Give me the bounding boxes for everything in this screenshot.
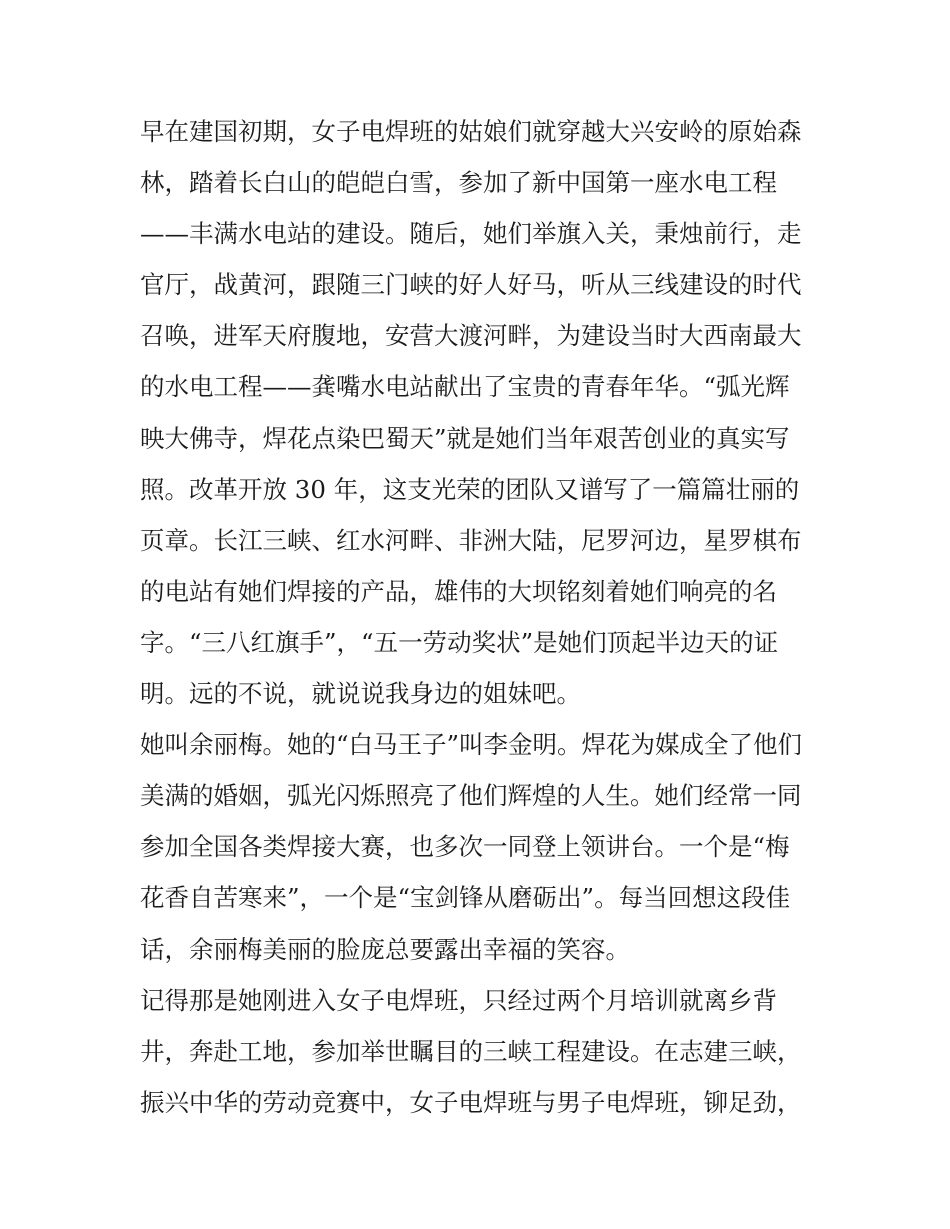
text-line: 早在建国初期，女子电焊班的姑娘们就穿越大兴安岭的原始森 [140,117,802,146]
paragraph-2 [140,719,820,974]
text-line: 记得那是她刚进入女子电焊班，只经过两个月培训就离乡背 [140,985,777,1015]
text-line: 美满的婚姻，弧光闪烁照亮了他们辉煌的人生。她们经常一同 [140,781,802,811]
text-line: 井，奔赴工地，参加举世瞩目的三峡工程建设。在志建三峡， [140,1036,802,1066]
text-line: 花香自苦寒来”，一个是“宝剑锋从磨砺出”。每当回想这段佳 [140,883,791,913]
text-line: 照。改革开放 30 年，这支光荣的团队又谱写了一篇篇壮丽的 [140,474,800,504]
paragraph-1 [140,106,820,719]
text-line: 林，踏着长白山的皑皑白雪，参加了新中国第一座水电工程 [140,168,777,198]
text-line: 话，余丽梅美丽的脸庞总要露出幸福的笑容。 [140,934,630,964]
paragraph-3 [140,975,820,1128]
text-line: 的电站有她们焊接的产品，雄伟的大坝铭刻着她们响亮的名 [140,576,777,606]
text-line: 召唤，进军天府腹地，安营大渡河畔，为建设当时大西南最大 [140,321,802,351]
text-line: 明。远的不说，就说说我身边的姐妹吧。 [140,679,581,709]
text-line: 页章。长江三峡、红水河畔、非洲大陆，尼罗河边，星罗棋布 [140,525,802,555]
text-line: 的水电工程——龚嘴水电站献出了宝贵的青春年华。“弧光辉 [140,372,790,402]
text-line: 参加全国各类焊接大赛，也多次一同登上领讲台。一个是“梅 [140,832,790,862]
text-line: ——丰满水电站的建设。随后，她们举旗入关，秉烛前行，走 [140,219,802,249]
text-line: 官厅，战黄河，跟随三门峡的好人好马，听从三线建设的时代 [140,270,802,300]
document-body [140,106,820,1128]
text-line: 振兴中华的劳动竞赛中，女子电焊班与男子电焊班，铆足劲， [140,1087,802,1117]
text-line: 她叫余丽梅。她的“白马王子”叫李金明。焊花为媒成全了他们 [140,730,803,760]
text-line: 映大佛寺，焊花点染巴蜀天”就是她们当年艰苦创业的真实写 [140,423,790,453]
text-line: 字。“三八红旗手”，“五一劳动奖状”是她们顶起半边天的证 [140,627,779,657]
